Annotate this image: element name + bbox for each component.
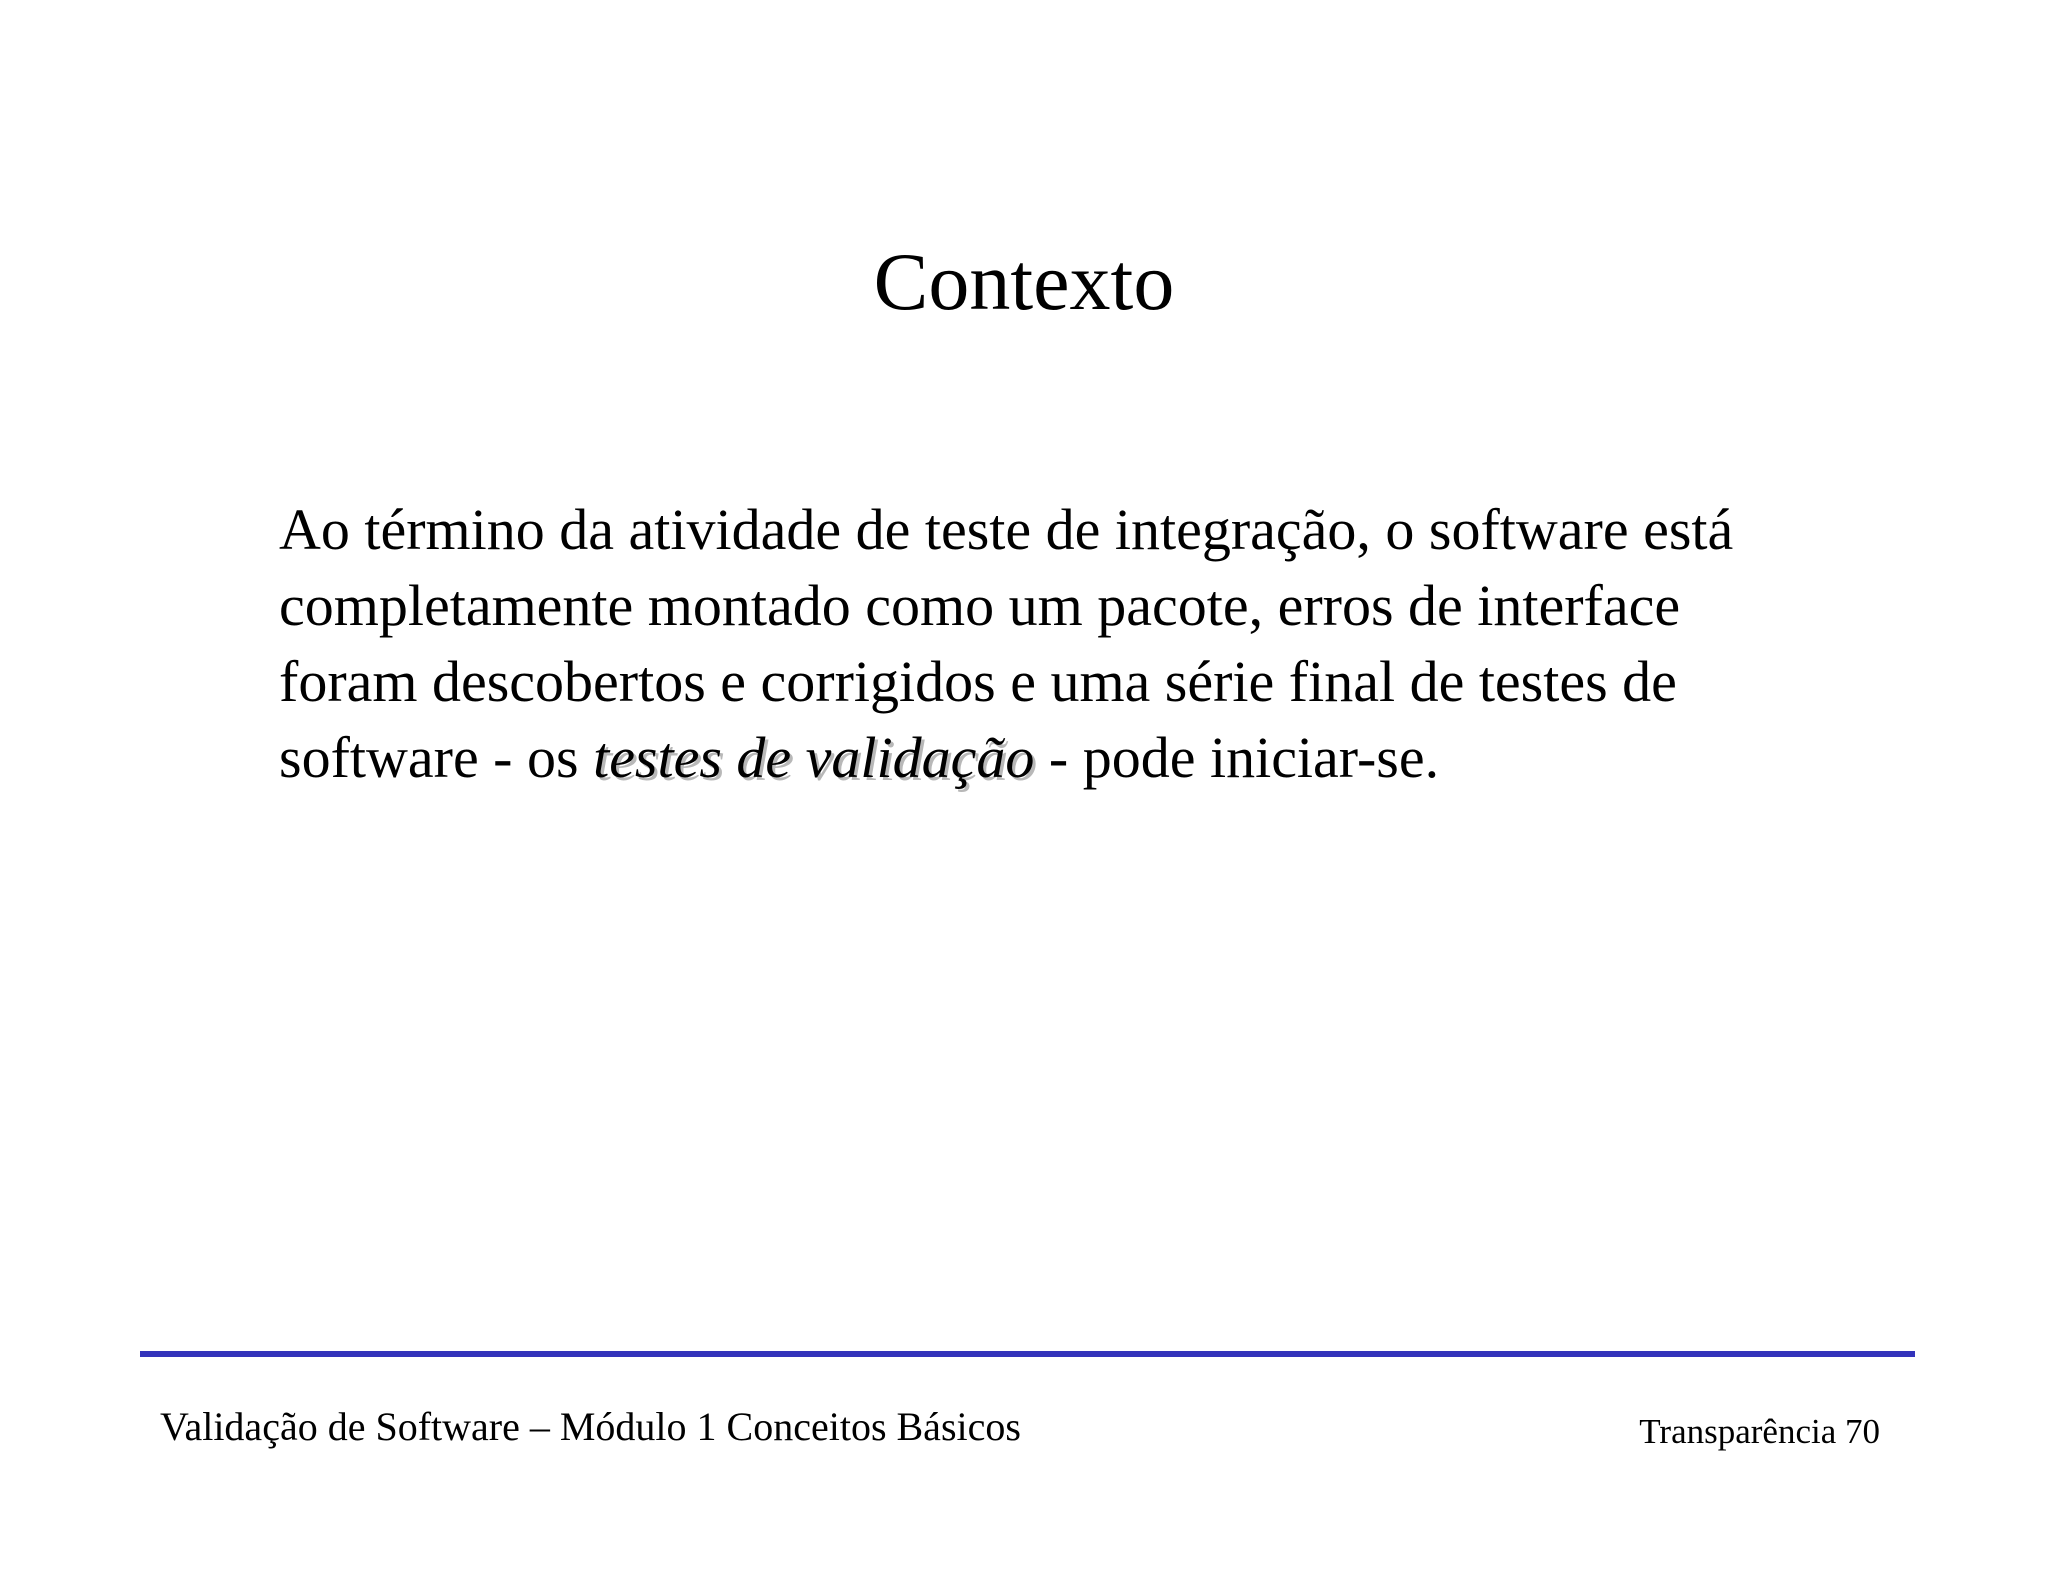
slide-title: Contexto <box>873 236 1175 327</box>
slide-body-paragraph <box>279 492 1809 796</box>
footer-page-number: Transparência 70 <box>1639 1412 1880 1451</box>
body-text-intro: Ao término da atividade de teste de integração, o software está completamente montado como um pacote, erros de interface foram descobertos e corrigidos e uma série final de testes de software - os <box>279 497 1734 790</box>
body-text-ending: - pode iniciar-se. <box>1034 725 1440 790</box>
body-text-emphasis: testes de validação <box>593 725 1035 790</box>
footer-divider <box>140 1351 1915 1357</box>
footer-course-title: Validação de Software – Módulo 1 Conceitos Básicos <box>160 1404 1021 1449</box>
